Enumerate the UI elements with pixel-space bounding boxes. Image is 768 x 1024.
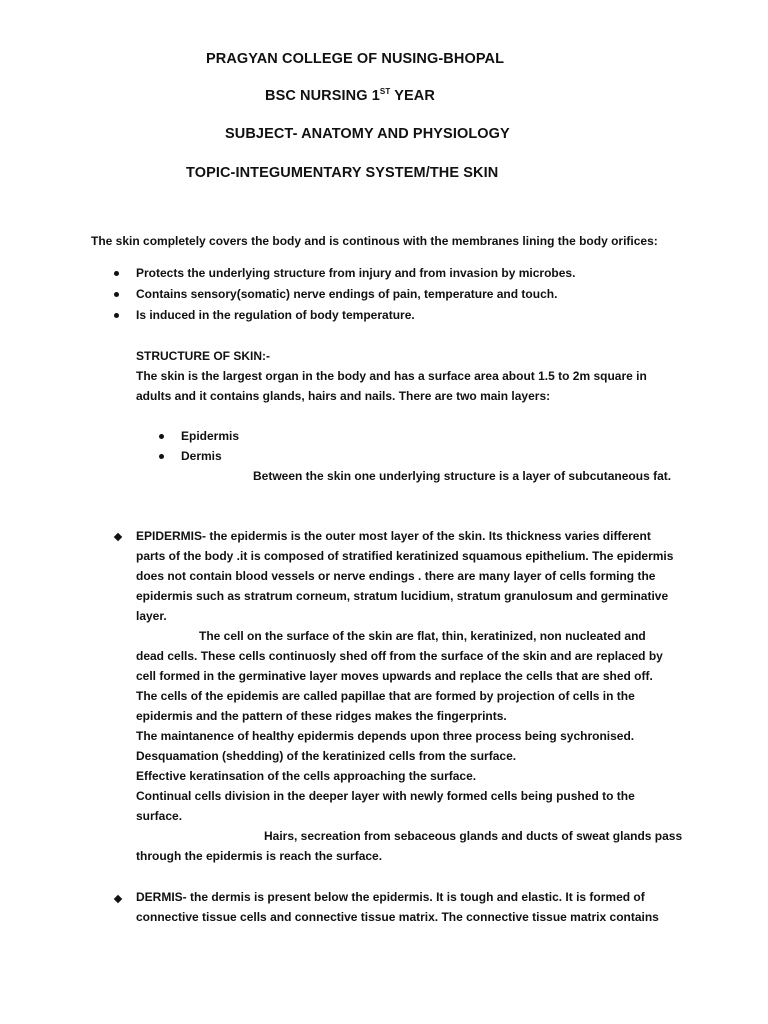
epidermis-line: Continual cells division in the deeper layer with newly formed cells being pushed to the bbox=[136, 789, 635, 803]
epidermis-line: Desquamation (shedding) of the keratinized cells from the surface. bbox=[136, 749, 517, 763]
bullet-dot-icon bbox=[159, 434, 164, 439]
course-title-text: BSC NURSING 1 bbox=[265, 88, 380, 104]
dermis-line: connective tissue cells and connective tissue matrix. The connective tissue matrix contains bbox=[136, 910, 659, 924]
epidermis-line: epidermis such as stratrum corneum, stratum lucidium, stratum granulosum and germinative bbox=[136, 589, 669, 603]
course-title bbox=[265, 88, 435, 104]
topic-title: TOPIC-INTEGUMENTARY SYSTEM/THE SKIN bbox=[186, 165, 499, 181]
epidermis-line: surface. bbox=[136, 809, 183, 823]
epidermis-line: EPIDERMIS- the epidermis is the outer most layer of the skin. Its thickness varies different bbox=[136, 529, 651, 543]
epidermis-line: does not contain blood vessels or nerve endings . there are many layer of cells forming the bbox=[136, 569, 656, 583]
intro-text: The skin completely covers the body and is continous with the membranes lining the body orifices: bbox=[91, 234, 658, 248]
epidermis-line: dead cells. These cells continuosly shed off from the surface of the skin and are replaced by bbox=[136, 649, 663, 663]
structure-line: adults and it contains glands, hairs and nails. There are two main layers: bbox=[136, 389, 551, 403]
bullet-dot-icon bbox=[114, 292, 119, 297]
structure-heading: STRUCTURE OF SKIN:- bbox=[136, 349, 270, 363]
epidermis-line: Effective keratinsation of the cells approaching the surface. bbox=[136, 769, 477, 783]
layer-item: Dermis bbox=[181, 449, 222, 463]
structure-note: Between the skin one underlying structure is a layer of subcutaneous fat. bbox=[253, 469, 672, 483]
epidermis-line: The cells of the epidemis are called papillae that are formed by projection of cells in the bbox=[136, 689, 635, 703]
course-title-year: YEAR bbox=[390, 88, 435, 104]
diamond-bullet-icon bbox=[114, 533, 122, 541]
epidermis-line: parts of the body .it is composed of stratified keratinized squamous epithelium. The epidermis bbox=[136, 549, 674, 563]
function-item: Is induced in the regulation of body temperature. bbox=[136, 308, 415, 322]
epidermis-line: layer. bbox=[136, 609, 167, 623]
bullet-dot-icon bbox=[114, 313, 119, 318]
function-item: Protects the underlying structure from injury and from invasion by microbes. bbox=[136, 266, 576, 280]
course-title-superscript: ST bbox=[379, 87, 391, 97]
dermis-line: DERMIS- the dermis is present below the epidermis. It is tough and elastic. It is formed of bbox=[136, 890, 645, 904]
epidermis-line: Hairs, secreation from sebaceous glands and ducts of sweat glands pass bbox=[264, 829, 683, 843]
function-item: Contains sensory(somatic) nerve endings of pain, temperature and touch. bbox=[136, 287, 558, 301]
bullet-dot-icon bbox=[159, 454, 164, 459]
subject-title: SUBJECT- ANATOMY AND PHYSIOLOGY bbox=[225, 126, 510, 142]
college-title: PRAGYAN COLLEGE OF NUSING-BHOPAL bbox=[206, 51, 505, 67]
layer-item: Epidermis bbox=[181, 429, 240, 443]
epidermis-line: through the epidermis is reach the surface. bbox=[136, 849, 383, 863]
epidermis-line: The maintanence of healthy epidermis depends upon three process being sychronised. bbox=[136, 729, 635, 743]
epidermis-line: cell formed in the germinative layer moves upwards and replace the cells that are shed off. bbox=[136, 669, 653, 683]
structure-line: The skin is the largest organ in the body and has a surface area about 1.5 to 2m square in bbox=[136, 369, 647, 383]
diamond-bullet-icon bbox=[114, 895, 122, 903]
epidermis-line: epidermis and the pattern of these ridges makes the fingerprints. bbox=[136, 709, 507, 723]
epidermis-line: The cell on the surface of the skin are flat, thin, keratinized, non nucleated and bbox=[199, 629, 646, 643]
bullet-dot-icon bbox=[114, 271, 119, 276]
